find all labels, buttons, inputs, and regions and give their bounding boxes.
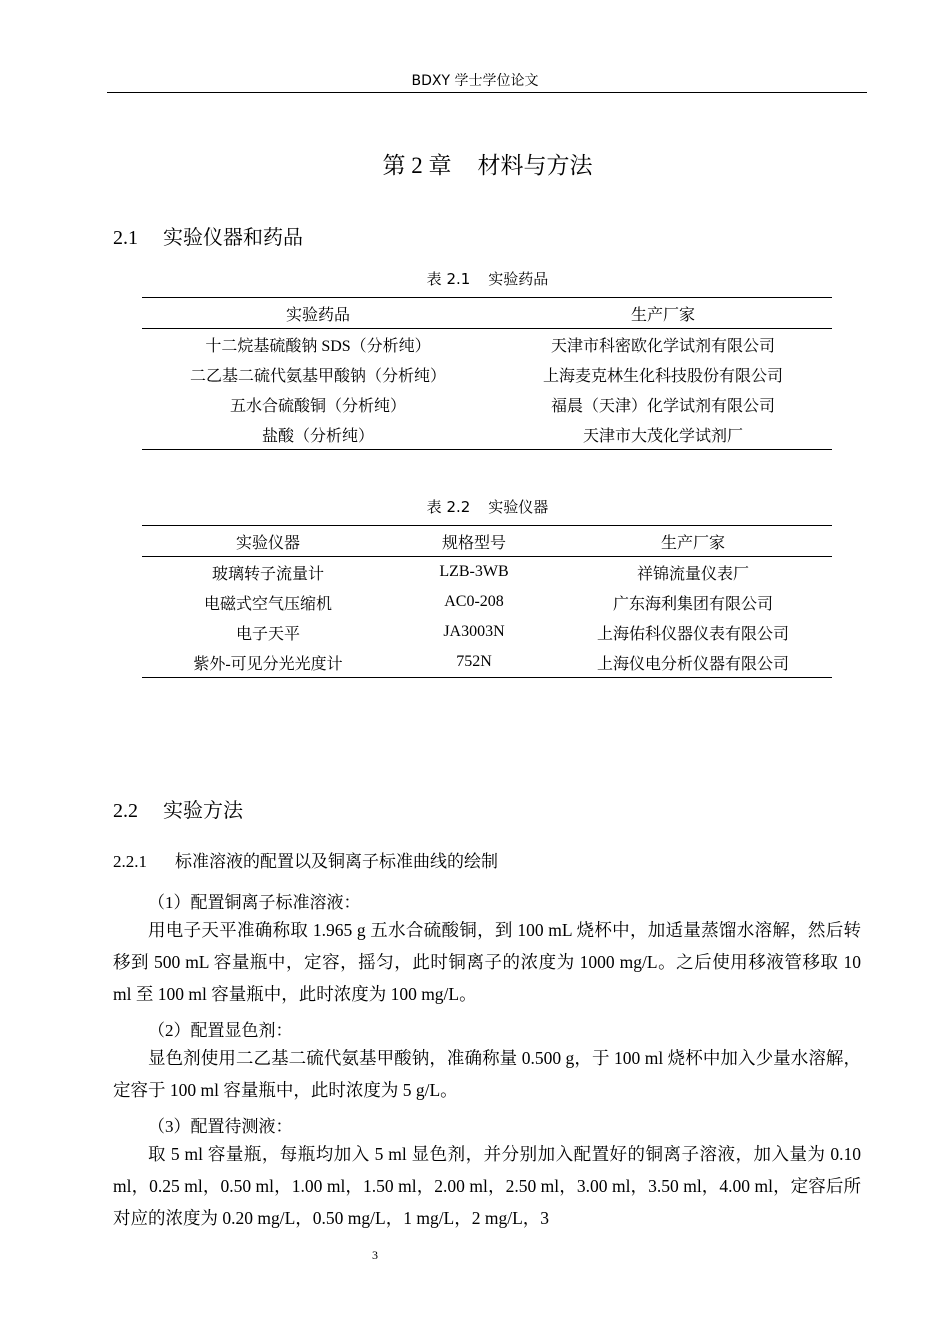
table-row bbox=[142, 647, 832, 678]
section-number: 2.2 bbox=[113, 800, 138, 822]
table-cell: 祥锦流量仪表厂 bbox=[636, 565, 749, 583]
chapter-number: 第 2 章 bbox=[382, 153, 452, 178]
subsection-heading-2-2-1 bbox=[113, 847, 498, 872]
section-title: 实验方法 bbox=[163, 798, 243, 822]
chapter-title: 材料与方法 bbox=[477, 153, 593, 179]
subsection-number: 2.2.1 bbox=[113, 852, 147, 871]
table-row bbox=[142, 557, 832, 588]
subsection-title: 标准溶液的配置以及铜离子标准曲线的绘制 bbox=[175, 852, 498, 872]
step-1-label: （1）配置铜离子标准溶液： bbox=[148, 893, 361, 912]
table-cell: 上海佑科仪器仪表有限公司 bbox=[596, 625, 789, 643]
section-heading-2-1 bbox=[113, 221, 303, 250]
table-row bbox=[142, 617, 832, 647]
section-number: 2.1 bbox=[113, 227, 138, 249]
table-row bbox=[142, 329, 832, 360]
table-cell: 二乙基二硫代氨基甲酸钠（分析纯） bbox=[189, 367, 446, 385]
paragraph-text: 用电子天平准确称取 1.965 g 五水合硫酸铜，到 100 mL 烧杯中，加适量蒸馏水溶解，然后转移到 500 mL 容量瓶中，定容，摇匀，此时铜离子的浓度为 1000 mg/L。之后使用移液管移取 10 ml 至 100 ml 容量瓶中，此时浓度为 100 mg/L。 bbox=[113, 920, 861, 1004]
caption-number: 表 2.2 bbox=[426, 498, 471, 516]
column-header: 生产厂家 bbox=[554, 526, 832, 557]
column-header: 实验仪器 bbox=[142, 526, 394, 557]
table-cell: 752N bbox=[394, 647, 554, 678]
paragraph-text: 显色剂使用二乙基二硫代氨基甲酸钠，准确称量 0.500 g，于 100 ml 烧杯中加入少量水溶解，定容于 100 ml 容量瓶中，此时浓度为 5 g/L。 bbox=[113, 1048, 861, 1100]
step-3-paragraph bbox=[113, 1138, 861, 1234]
table-cell: 五水合硫酸铜（分析纯） bbox=[229, 397, 406, 415]
page-number: 3 bbox=[372, 1248, 378, 1262]
table-caption-2-2 bbox=[0, 496, 950, 517]
table-row bbox=[142, 419, 832, 450]
table-caption-2-1 bbox=[0, 268, 950, 289]
table-cell: 天津市科密欧化学试剂有限公司 bbox=[550, 337, 775, 355]
table-cell: JA3003N bbox=[443, 623, 505, 640]
step-2-label: （2）配置显色剂： bbox=[148, 1021, 293, 1040]
step-2-paragraph bbox=[113, 1042, 861, 1106]
table-cell: 广东海利集团有限公司 bbox=[612, 595, 773, 613]
table-row bbox=[142, 359, 832, 389]
running-header: BDXY 学士学位论文 bbox=[411, 73, 539, 89]
step-1-paragraph bbox=[113, 914, 861, 1010]
column-header: 生产厂家 bbox=[494, 298, 832, 329]
table-row bbox=[142, 389, 832, 419]
step-3-label: （3）配置待测液： bbox=[148, 1117, 293, 1136]
table-cell: 福晨（天津）化学试剂有限公司 bbox=[550, 397, 775, 415]
table-cell: 天津市大茂化学试剂厂 bbox=[494, 419, 832, 450]
header-rule bbox=[107, 92, 867, 93]
table-cell: LZB-3WB bbox=[439, 563, 509, 580]
section-heading-2-2 bbox=[113, 794, 243, 823]
instruments-table bbox=[142, 525, 832, 678]
table-cell: 玻璃转子流量计 bbox=[211, 565, 324, 583]
table-row bbox=[142, 587, 832, 617]
paragraph-text: 取 5 ml 容量瓶，每瓶均加入 5 ml 显色剂，并分别加入配置好的铜离子溶液，加入量为 0.10 ml，0.25 ml，0.50 ml，1.00 ml，1.50 ml，2.00 ml，2.50 ml，3.00 ml，3.50 ml，4.00 ml，定容后所对应的浓度为 0.20 mg/L，0.50 mg/L，1 mg/L，2 mg/L，3 bbox=[113, 1144, 861, 1228]
table-cell: 电磁式空气压缩机 bbox=[203, 595, 332, 613]
table-header-row bbox=[142, 526, 832, 557]
table-cell: 电子天平 bbox=[235, 625, 300, 643]
table-cell: 十二烷基硫酸钠 SDS（分析纯） bbox=[205, 337, 431, 355]
chapter-heading bbox=[0, 147, 950, 180]
table-cell: AC0-208 bbox=[444, 593, 504, 610]
section-title: 实验仪器和药品 bbox=[163, 225, 303, 249]
column-header: 实验药品 bbox=[142, 298, 494, 329]
caption-title: 实验仪器 bbox=[488, 498, 549, 516]
table-header-row bbox=[142, 298, 832, 329]
caption-number: 表 2.1 bbox=[426, 270, 471, 288]
table-cell: 盐酸（分析纯） bbox=[142, 419, 494, 450]
column-header: 规格型号 bbox=[394, 526, 554, 557]
table-cell: 上海麦克林生化科技股份有限公司 bbox=[542, 367, 783, 385]
table-cell: 紫外-可见分光光度计 bbox=[142, 647, 394, 678]
table-cell: 上海仪电分析仪器有限公司 bbox=[554, 647, 832, 678]
caption-title: 实验药品 bbox=[488, 270, 549, 288]
reagents-table bbox=[142, 297, 832, 450]
